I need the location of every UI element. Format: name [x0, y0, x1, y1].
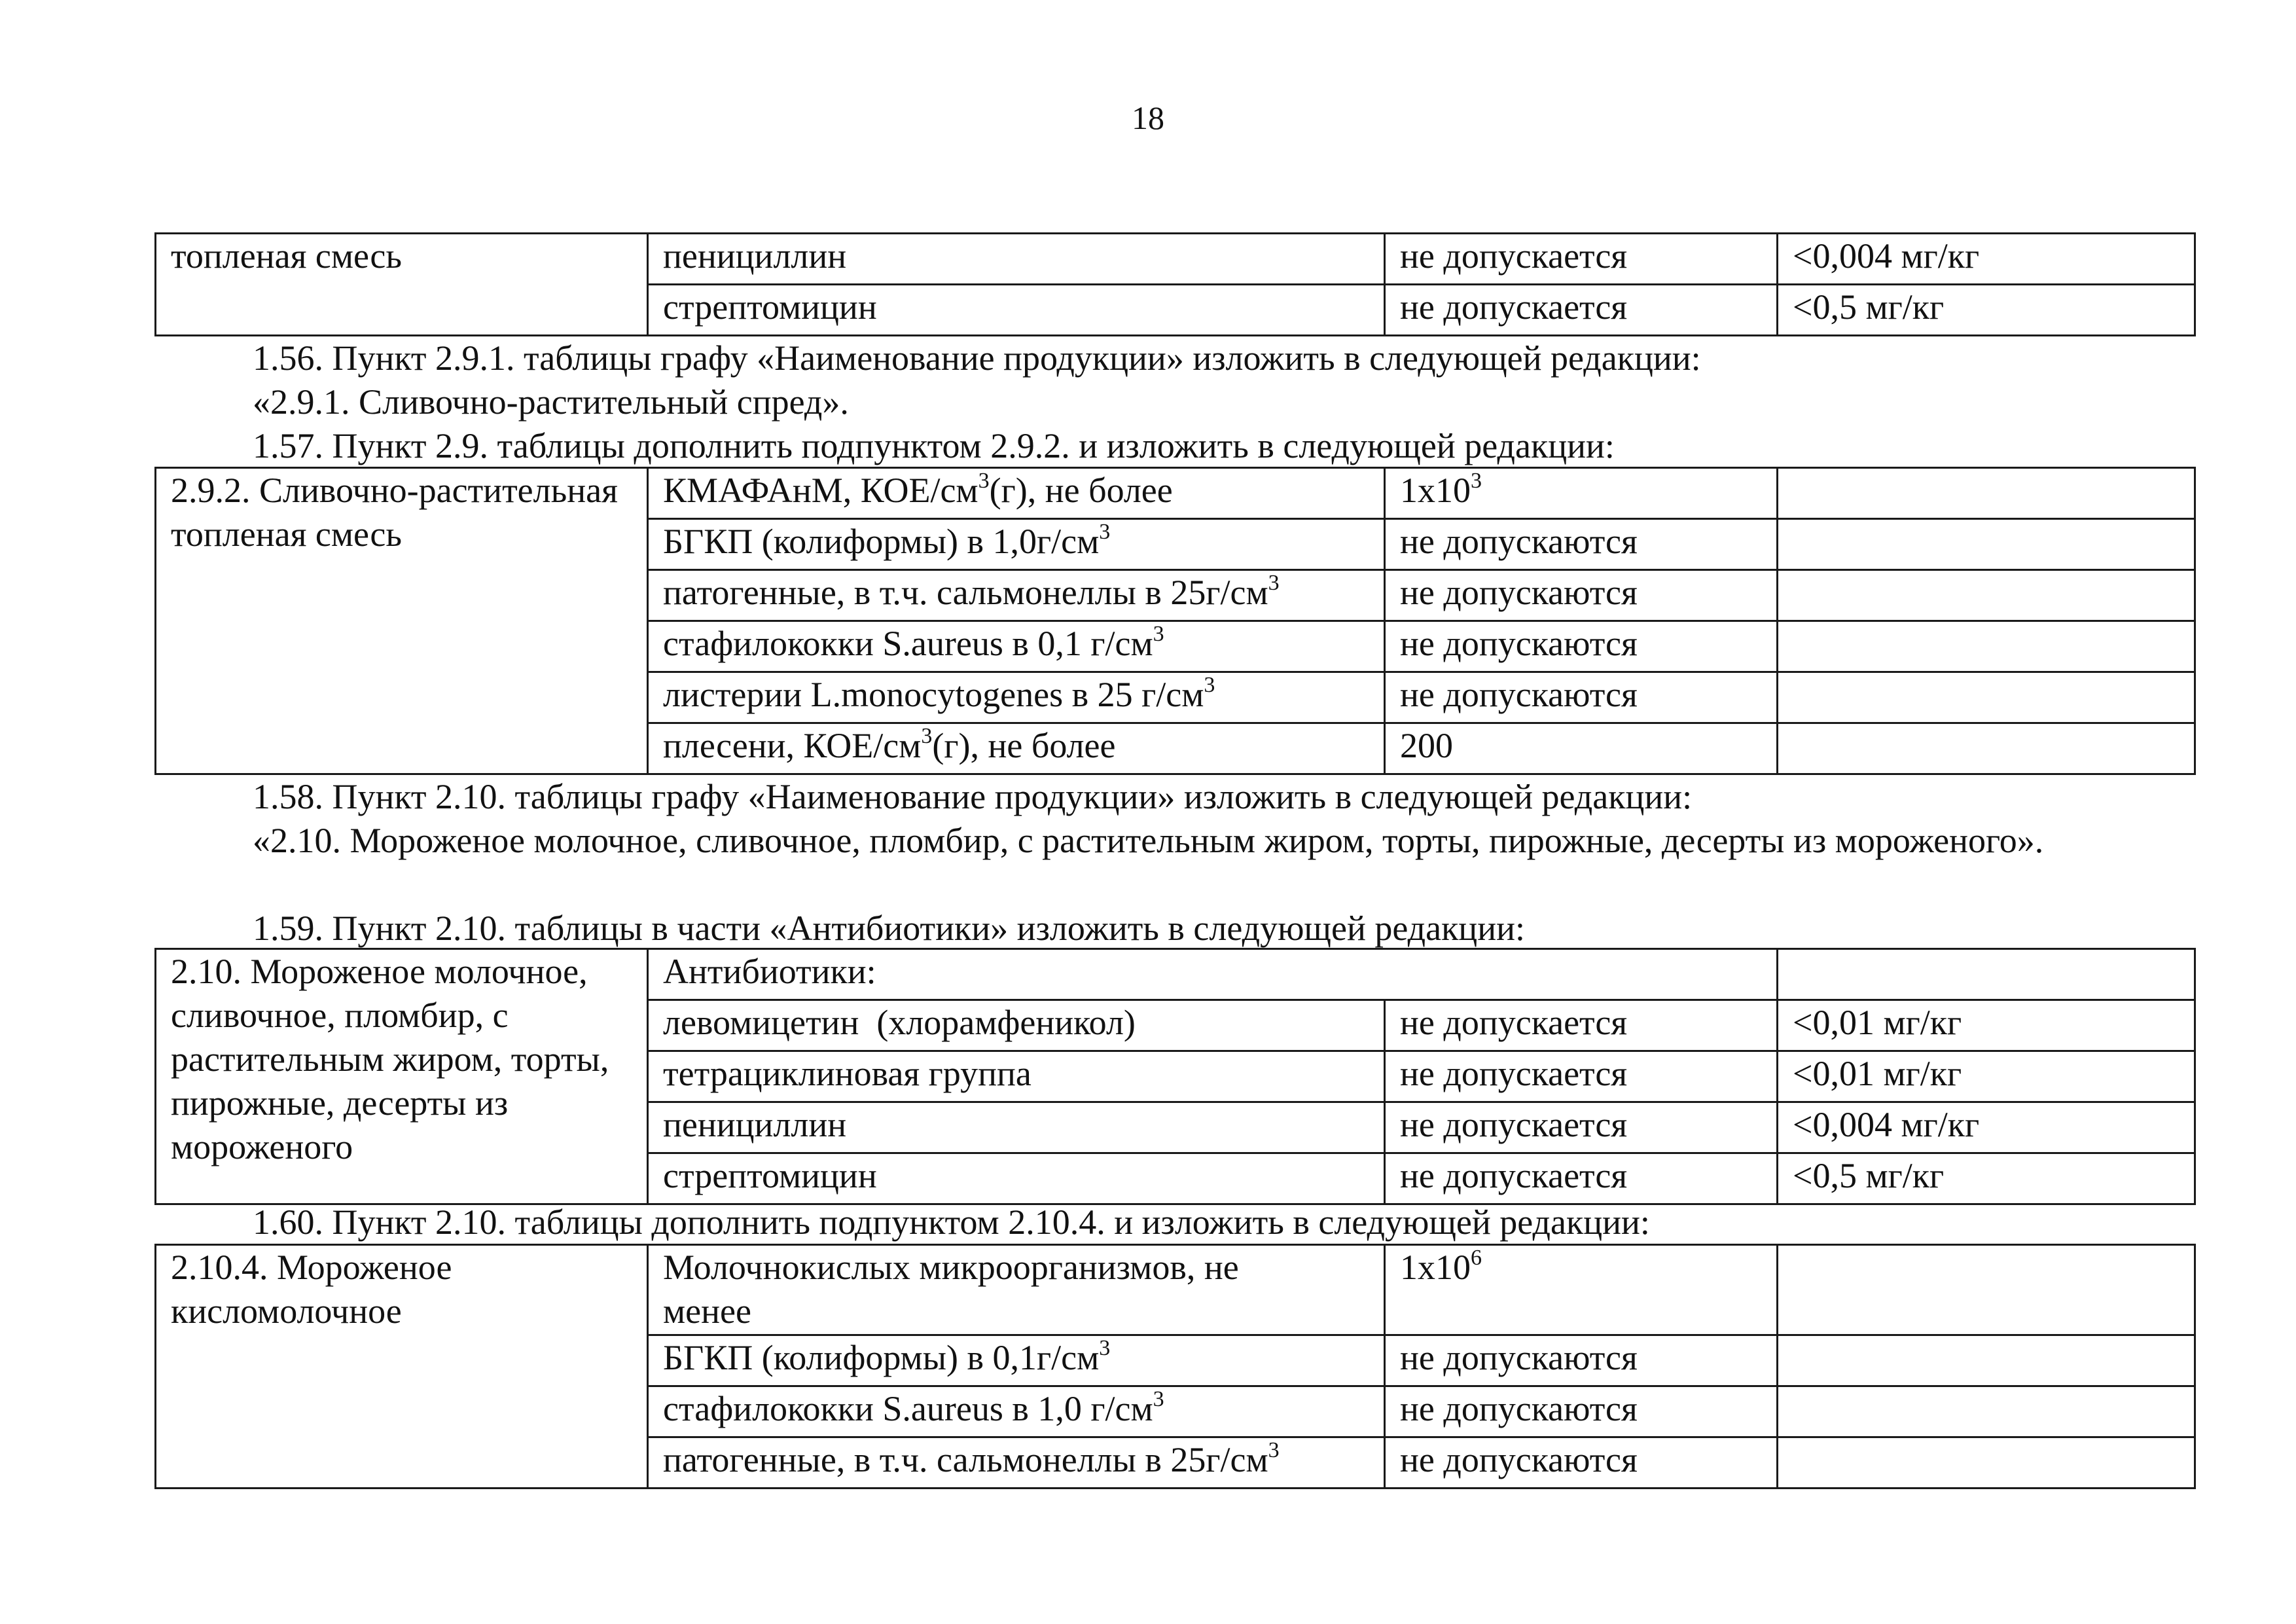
limit-cell: <0,004 мг/кг: [1778, 234, 2195, 285]
limit-cell: [1778, 519, 2195, 570]
indicator-text: плесени, КОЕ/см: [663, 726, 922, 765]
norm-cell: не допускаются: [1385, 519, 1778, 570]
indicator-cell: [648, 1437, 1385, 1489]
limit-cell: [1778, 1437, 2195, 1489]
norm-cell: не допускаются: [1385, 621, 1778, 672]
superscript: 3: [1099, 520, 1111, 544]
indicator-text: стафилококки S.aureus в 0,1 г/см: [663, 624, 1153, 663]
indicator-cell: стрептомицин: [648, 285, 1385, 336]
paragraph-1-56-quote: «2.9.1. Сливочно-растительный спред».: [253, 382, 849, 422]
limit-cell: [1778, 570, 2195, 621]
group-header-cell: Антибиотики:: [648, 949, 1778, 1000]
norm-cell: не допускаются: [1385, 570, 1778, 621]
indicator-cell: пенициллин: [648, 1102, 1385, 1153]
indicator-cell: [648, 519, 1385, 570]
indicator-text: БГКП (колиформы) в 1,0г/см: [663, 522, 1100, 561]
product-cell: 2.10.4. Мороженое кисломолочное: [156, 1245, 648, 1489]
limit-cell: <0,01 мг/кг: [1778, 1000, 2195, 1051]
table-row: [156, 1245, 2195, 1335]
limit-cell: [1778, 1335, 2195, 1386]
paragraph-1-56: 1.56. Пункт 2.9.1. таблицы графу «Наименование продукции» изложить в следующей редакции:: [253, 338, 1701, 378]
superscript: 3: [1268, 571, 1280, 595]
indicator-text: стафилококки S.aureus в 1,0 г/см: [663, 1389, 1153, 1428]
limit-cell: [1778, 621, 2195, 672]
indicator-cell: [648, 1386, 1385, 1437]
superscript: 6: [1471, 1246, 1482, 1270]
norm-cell: [1385, 1245, 1778, 1335]
table-row: [156, 234, 2195, 285]
norm-text: 1х10: [1400, 471, 1471, 510]
table-row: [156, 468, 2195, 519]
paragraph-1-59: 1.59. Пункт 2.10. таблицы в части «Антибиотики» изложить в следующей редакции:: [253, 909, 1525, 948]
limit-cell: <0,5 мг/кг: [1778, 285, 2195, 336]
indicator-cell: [648, 723, 1385, 774]
paragraph-1-60: 1.60. Пункт 2.10. таблицы дополнить подпунктом 2.10.4. и изложить в следующей редакции:: [253, 1202, 1650, 1242]
product-cell: 2.10. Мороженое молочное, сливочное, пломбир, с растительным жиром, торты, пирожные, десерты из мороженого: [156, 949, 648, 1204]
limit-cell: [1778, 723, 2195, 774]
superscript: 3: [1153, 1387, 1164, 1411]
superscript: 3: [1471, 469, 1482, 493]
indicator-cell: левомицетин (хлорамфеникол): [648, 1000, 1385, 1051]
limit-cell: [1778, 672, 2195, 723]
limit-cell: <0,004 мг/кг: [1778, 1102, 2195, 1153]
norm-cell: не допускается: [1385, 234, 1778, 285]
norm-cell: не допускаются: [1385, 1437, 1778, 1489]
norm-cell: [1385, 468, 1778, 519]
indicator-cell: тетрациклиновая группа: [648, 1051, 1385, 1102]
table-ice-cream-antibiotics: [154, 948, 2196, 1205]
superscript: 3: [1099, 1336, 1111, 1360]
indicator-cell: [648, 621, 1385, 672]
norm-cell: не допускаются: [1385, 1386, 1778, 1437]
norm-cell: не допускается: [1385, 1102, 1778, 1153]
indicator-tail: (г), не более: [932, 726, 1116, 765]
paragraph-1-58: 1.58. Пункт 2.10. таблицы графу «Наименование продукции» изложить в следующей редакции:: [253, 777, 1693, 816]
product-cell: топленая смесь: [156, 234, 648, 336]
norm-cell: не допускается: [1385, 1051, 1778, 1102]
product-cell: 2.9.2. Сливочно-растительная топленая смесь: [156, 468, 648, 774]
limit-cell: [1778, 1245, 2195, 1335]
indicator-cell: Молочнокислых микроорганизмов, не менее: [648, 1245, 1385, 1335]
indicator-cell: стрептомицин: [648, 1153, 1385, 1204]
limit-cell: <0,01 мг/кг: [1778, 1051, 2195, 1102]
paragraph-1-57: 1.57. Пункт 2.9. таблицы дополнить подпунктом 2.9.2. и изложить в следующей редакции:: [253, 426, 1615, 465]
norm-cell: не допускается: [1385, 1153, 1778, 1204]
indicator-cell: [648, 1335, 1385, 1386]
indicator-text: патогенные, в т.ч. сальмонеллы в 25г/см: [663, 1440, 1268, 1479]
norm-cell: не допускается: [1385, 1000, 1778, 1051]
indicator-text: патогенные, в т.ч. сальмонеллы в 25г/см: [663, 573, 1268, 612]
indicator-text: листерии L.monocytogenes в 25 г/см: [663, 675, 1204, 714]
page-number: 18: [1132, 99, 1164, 136]
indicator-cell: пенициллин: [648, 234, 1385, 285]
indicator-cell: [648, 468, 1385, 519]
indicator-text: КМАФАнМ, КОЕ/см: [663, 471, 978, 510]
table-row: [156, 949, 2195, 1000]
table-continuation: [154, 232, 2196, 336]
table-fermented-ice-cream: [154, 1244, 2196, 1489]
superscript: 3: [1153, 622, 1164, 646]
indicator-cell: [648, 570, 1385, 621]
superscript: 3: [921, 724, 933, 748]
limit-cell: [1778, 468, 2195, 519]
norm-cell: не допускаются: [1385, 672, 1778, 723]
limit-cell: [1778, 1386, 2195, 1437]
table-spread-mix: [154, 467, 2196, 775]
superscript: 3: [978, 469, 990, 493]
paragraph-1-58-quote: «2.10. Мороженое молочное, сливочное, пломбир, с растительным жиром, торты, пирожные, десерты из мороженого».: [253, 821, 2044, 860]
indicator-text: БГКП (колиформы) в 0,1г/см: [663, 1338, 1100, 1377]
norm-cell: не допускается: [1385, 285, 1778, 336]
norm-cell: не допускаются: [1385, 1335, 1778, 1386]
norm-cell: 200: [1385, 723, 1778, 774]
indicator-cell: [648, 672, 1385, 723]
norm-text: 1х10: [1400, 1248, 1471, 1287]
limit-cell: [1778, 949, 2195, 1000]
indicator-tail: (г), не более: [989, 471, 1173, 510]
limit-cell: <0,5 мг/кг: [1778, 1153, 2195, 1204]
superscript: 3: [1204, 673, 1215, 697]
superscript: 3: [1268, 1438, 1280, 1462]
